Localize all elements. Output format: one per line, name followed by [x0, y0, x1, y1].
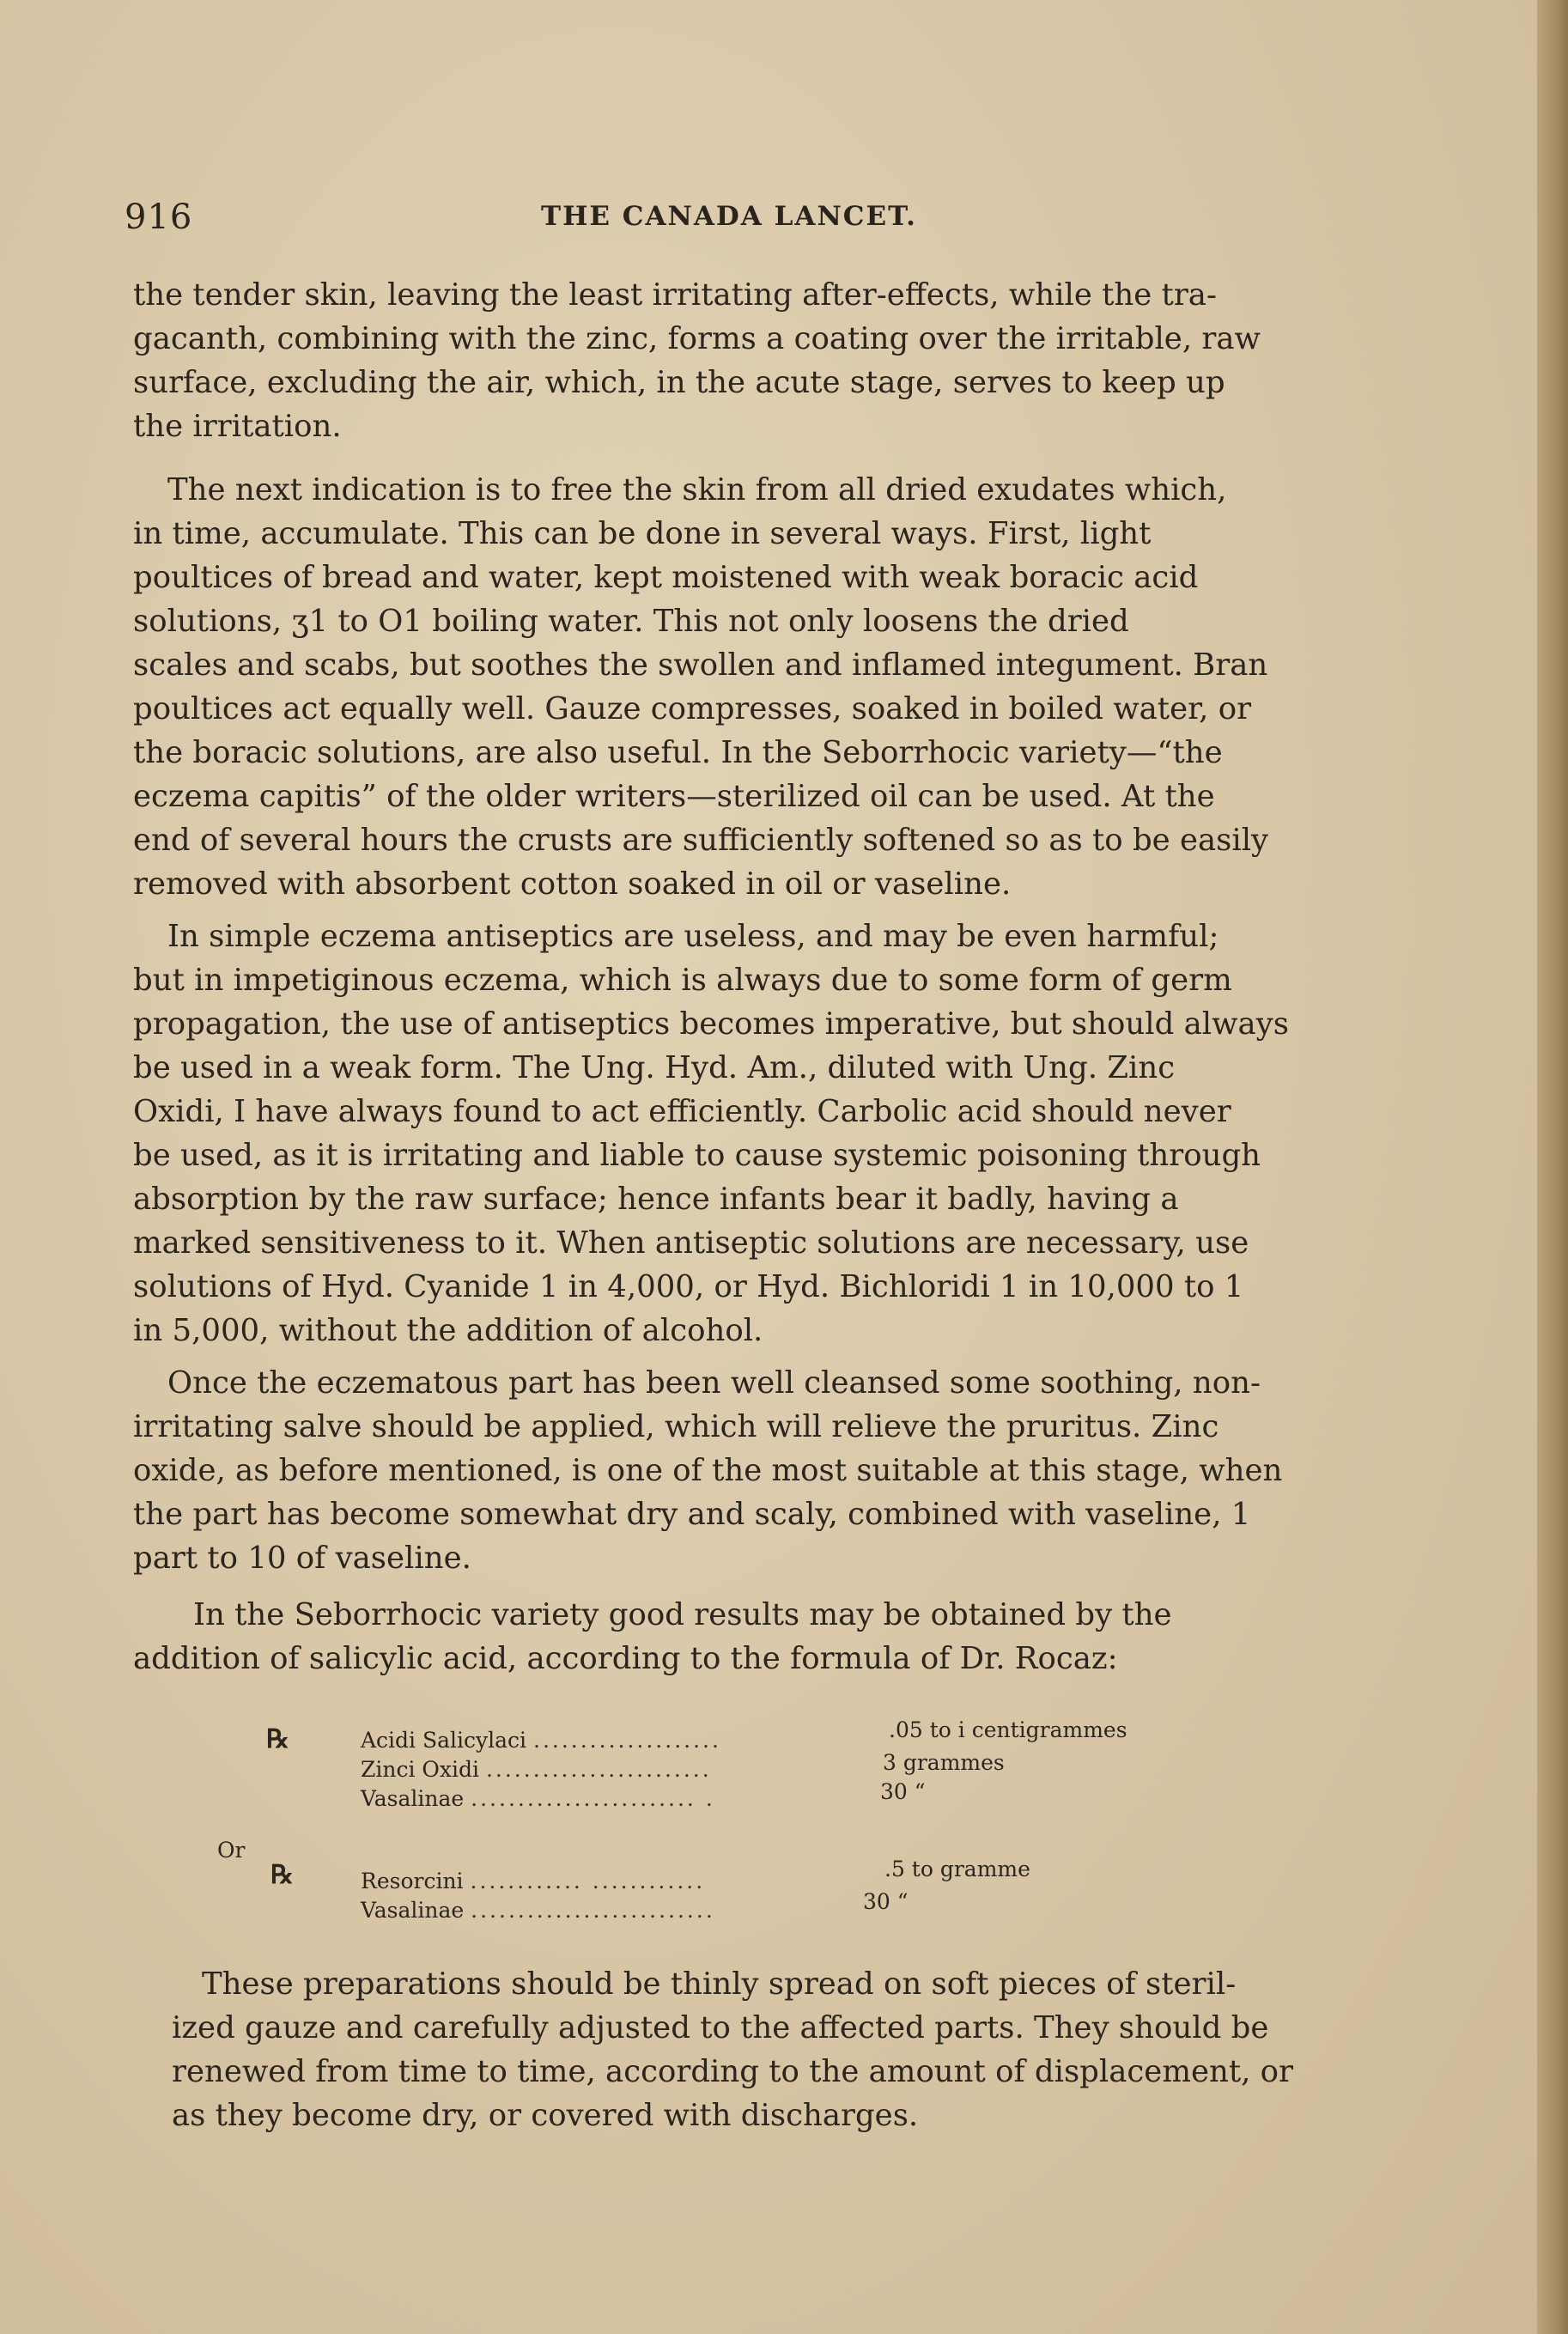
ingredient-quantity: 30 “	[863, 1889, 909, 1914]
text-line: the part has become somewhat dry and scaly, combined with vaseline, 1	[133, 1497, 1251, 1532]
text-line: be used in a weak form. The Ung. Hyd. Am., diluted with Ung. Zinc	[133, 1050, 1176, 1085]
prescription-1	[266, 1717, 1211, 1825]
ingredient-quantity: .5 to gramme	[884, 1857, 1030, 1881]
leader-dots: ........................ .	[471, 1786, 715, 1811]
ingredient-quantity: .05 to i centigrammes	[889, 1717, 1127, 1742]
leader-dots: ............ ............	[470, 1869, 706, 1893]
text-line: removed with absorbent cotton soaked in oil or vaseline.	[133, 866, 1012, 902]
leader-dots: ....................	[533, 1728, 721, 1753]
text-line: the tender skin, leaving the least irritating after-effects, while the tra-	[133, 277, 1217, 313]
text-line: surface, excluding the air, which, in the acute stage, serves to keep up	[133, 365, 1225, 400]
ingredient-name: Acidi Salicylaci	[361, 1728, 527, 1753]
text-line: scales and scabs, but soothes the swollen and inflamed integument. Bran	[133, 647, 1268, 683]
text-line: In simple eczema antiseptics are useless, and may be even harmful;	[167, 919, 1219, 954]
text-line: ized gauze and carefully adjusted to the affected parts. They should be	[172, 2010, 1269, 2045]
ingredient	[361, 1898, 715, 1923]
text-line: irritating salve should be applied, which will relieve the pruritus. Zinc	[133, 1409, 1219, 1444]
ingredient-quantity: 30 “	[880, 1779, 926, 1804]
ingredient-quantity: 3 grammes	[883, 1750, 1005, 1775]
page-edge	[1537, 0, 1568, 2334]
text-line: but in impetiginous eczema, which is always due to some form of germ	[133, 963, 1232, 998]
paragraph-2	[133, 468, 1318, 906]
text-line: Once the eczematous part has been well cleansed some soothing, non-	[167, 1365, 1261, 1401]
paragraph-1	[133, 273, 1318, 448]
text-line: in time, accumulate. This can be done in several ways. First, light	[133, 516, 1152, 551]
text-line: part to 10 of vaseline.	[133, 1541, 471, 1576]
text-line: poultices act equally well. Gauze compresses, soaked in boiled water, or	[133, 691, 1252, 726]
ingredient-name: Zinci Oxidi	[361, 1757, 480, 1782]
leader-dots: ..........................	[471, 1898, 715, 1923]
page-number: 916	[125, 198, 193, 237]
ingredient	[361, 1869, 705, 1893]
text-line: solutions, ʒ1 to O1 boiling water. This not only loosens the dried	[133, 604, 1129, 639]
text-line: addition of salicylic acid, according to the formula of Dr. Rocaz:	[133, 1641, 1118, 1676]
running-title: THE CANADA LANCET.	[541, 201, 917, 232]
text-line: oxide, as before mentioned, is one of the most suitable at this stage, when	[133, 1453, 1283, 1488]
ingredient-name: Resorcini	[361, 1869, 464, 1893]
text-line: eczema capitis” of the older writers—sterilized oil can be used. At the	[133, 779, 1215, 814]
text-line: In the Seborrhocic variety good results may be obtained by the	[193, 1597, 1172, 1632]
ingredient	[361, 1728, 721, 1753]
recipe-symbol: ℞	[266, 1724, 289, 1754]
text-line: in 5,000, without the addition of alcohol.	[133, 1313, 763, 1348]
text-line: end of several hours the crusts are sufficiently softened so as to be easily	[133, 823, 1269, 858]
text-line: poultices of bread and water, kept moistened with weak boracic acid	[133, 560, 1199, 595]
ingredient	[361, 1757, 712, 1782]
page-header	[125, 198, 1310, 249]
ingredient	[361, 1786, 715, 1811]
text-line: as they become dry, or covered with discharges.	[172, 2098, 919, 2133]
text-line: propagation, the use of antiseptics becomes imperative, but should always	[133, 1006, 1289, 1042]
paragraph-5	[133, 1593, 1318, 1681]
recipe-symbol: ℞	[270, 1860, 294, 1890]
text-line: be used, as it is irritating and liable to cause systemic poisoning through	[133, 1138, 1261, 1173]
text-line: absorption by the raw surface; hence infants bear it badly, having a	[133, 1182, 1179, 1217]
leader-dots: ........................	[485, 1757, 712, 1782]
text-line: marked sensitiveness to it. When antiseptic solutions are necessary, use	[133, 1225, 1249, 1261]
text-line: renewed from time to time, according to the amount of displacement, or	[172, 2054, 1294, 2089]
text-line: Oxidi, I have always found to act efficiently. Carbolic acid should never	[133, 1094, 1231, 1129]
or-label: Or	[217, 1838, 246, 1863]
paragraph-3	[133, 915, 1318, 1352]
text-line: The next indication is to free the skin from all dried exudates which,	[167, 472, 1227, 508]
prescription-2	[270, 1857, 1215, 1941]
text-line: solutions of Hyd. Cyanide 1 in 4,000, or Hyd. Bichloridi 1 in 10,000 to 1	[133, 1269, 1244, 1304]
ingredient-name: Vasalinae	[361, 1898, 465, 1923]
ingredient-name: Vasalinae	[361, 1786, 465, 1811]
text-line: gacanth, combining with the zinc, forms a coating over the irritable, raw	[133, 321, 1261, 356]
paragraph-6	[133, 1962, 1318, 2137]
text-line: the boracic solutions, are also useful. In the Seborrhocic variety—“the	[133, 735, 1223, 770]
text-line: the irritation.	[133, 409, 342, 444]
text-line: These preparations should be thinly spread on soft pieces of steril-	[202, 1966, 1237, 2002]
paragraph-4	[133, 1361, 1318, 1580]
